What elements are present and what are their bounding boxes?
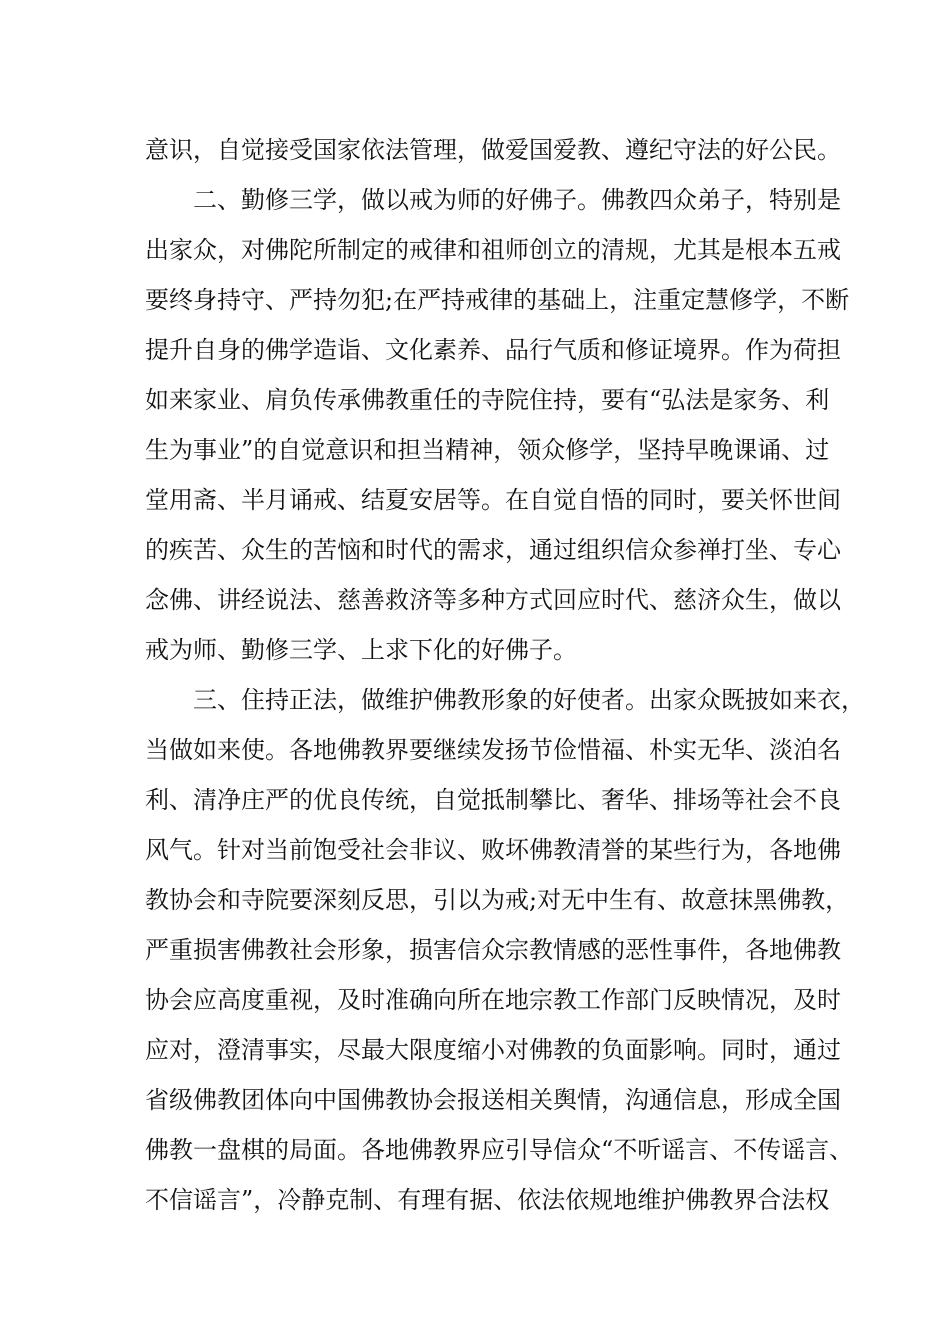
text-line: 念佛、讲经说法、慈善救济等多种方式回应时代、慈济众生，做以 xyxy=(145,586,841,614)
text-line: 堂用斋、半月诵戒、结夏安居等。在自觉自悟的同时，要关怀世间 xyxy=(145,486,841,514)
text-line: 风气。针对当前饱受社会非议、败坏佛教清誉的某些行为，各地佛 xyxy=(145,836,841,864)
text-line: 不信谣言”，冷静克制、有理有据、依法依规地维护佛教界合法权 xyxy=(145,1186,830,1214)
text-line: 要终身持守、严持勿犯;在严持戒律的基础上，注重定慧修学，不断 xyxy=(145,286,850,314)
text-line: 如来家业、肩负传承佛教重任的寺院住持，要有“弘法是家务、利 xyxy=(145,386,830,414)
text-line: 利、清净庄严的优良传统，自觉抵制攀比、奢华、排场等社会不良 xyxy=(145,786,841,814)
text-line: 出家众，对佛陀所制定的戒律和祖师创立的清规，尤其是根本五戒 xyxy=(145,236,841,264)
paragraph-heading-line: 二、勤修三学，做以戒为师的好佛子。佛教四众弟子，特别是 xyxy=(193,186,841,214)
text-line: 教协会和寺院要深刻反思，引以为戒;对无中生有、故意抹黑佛教， xyxy=(145,886,850,914)
text-line: 严重损害佛教社会形象，损害信众宗教情感的恶性事件，各地佛教 xyxy=(145,936,841,964)
text-line: 戒为师、勤修三学、上求下化的好佛子。 xyxy=(145,636,577,664)
text-line: 提升自身的佛学造诣、文化素养、品行气质和修证境界。作为荷担 xyxy=(145,336,841,364)
text-line: 的疾苦、众生的苦恼和时代的需求，通过组织信众参禅打坐、专心 xyxy=(145,536,841,564)
text-line: 佛教一盘棋的局面。各地佛教界应引导信众“不听谣言、不传谣言、 xyxy=(145,1136,854,1164)
text-line: 意识，自觉接受国家依法管理，做爱国爱教、遵纪守法的好公民。 xyxy=(145,136,841,164)
paragraph-heading-line: 三、住持正法，做维护佛教形象的好使者。出家众既披如来衣， xyxy=(193,686,865,714)
text-line: 生为事业”的自觉意识和担当精神，领众修学，坚持早晚课诵、过 xyxy=(145,436,830,464)
text-line: 应对，澄清事实，尽最大限度缩小对佛教的负面影响。同时，通过 xyxy=(145,1036,841,1064)
text-line: 当做如来使。各地佛教界要继续发扬节俭惜福、朴实无华、淡泊名 xyxy=(145,736,841,764)
text-line: 协会应高度重视，及时准确向所在地宗教工作部门反映情况，及时 xyxy=(145,986,841,1014)
text-line: 省级佛教团体向中国佛教协会报送相关舆情，沟通信息，形成全国 xyxy=(145,1086,841,1114)
